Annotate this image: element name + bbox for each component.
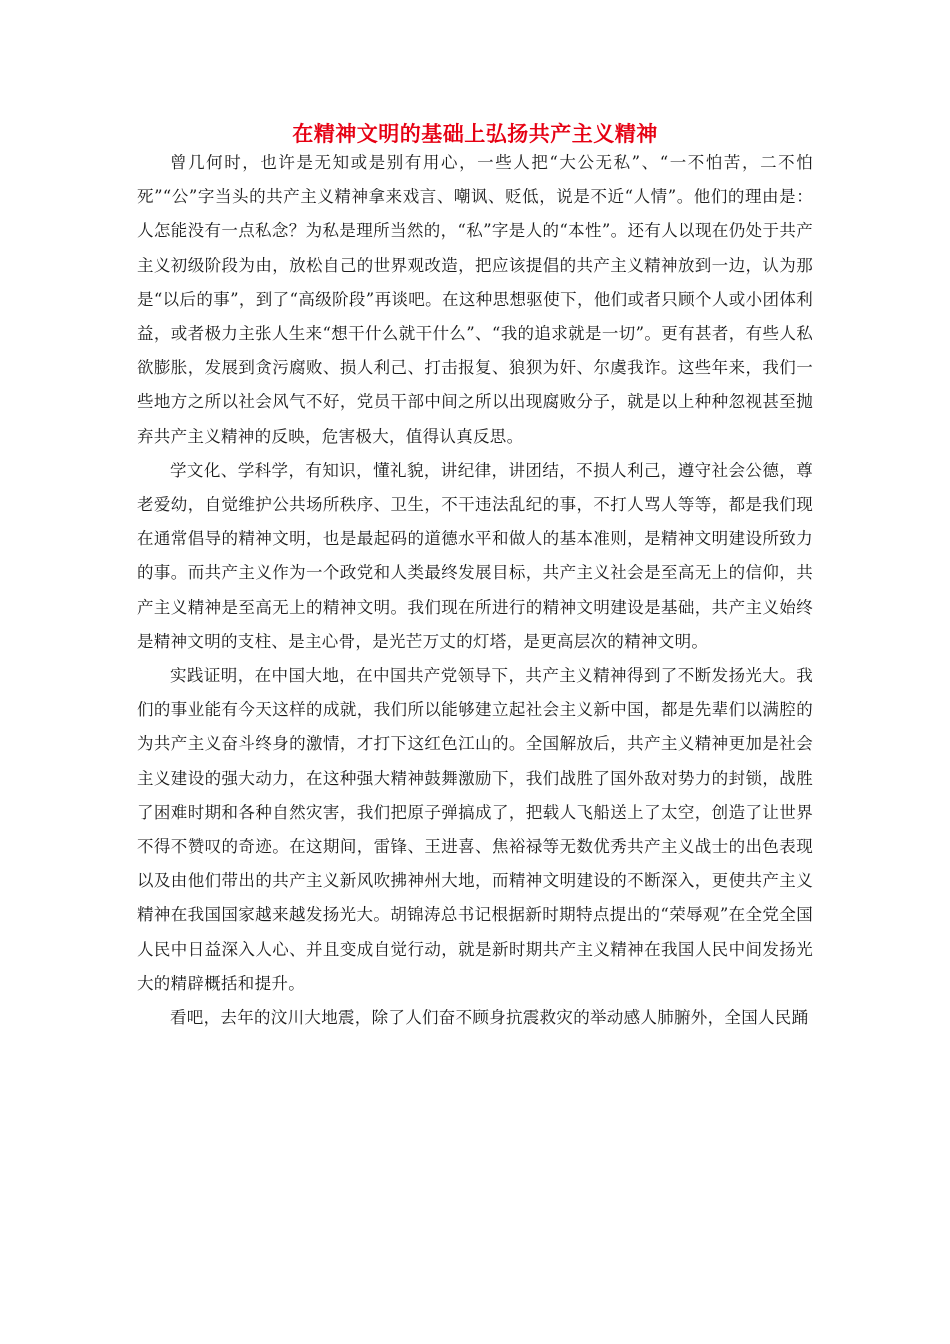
paragraph-3: 实践证明，在中国大地，在中国共产党领导下，共产主义精神得到了不断发扬光大。我们的事业能有今天这样的成就，我们所以能够建立起社会主义新中国，都是先辈们以满腔的为共产主义奋斗终身的激情，才打下这红色江山的。全国解放后，共产主义精神更加是社会主义建设的强大动力，在这种强大精神鼓舞激励下，我们战胜了国外敌对势力的封锁，战胜了困难时期和各种自然灾害，我们把原子弹搞成了，把载人飞船送上了太空，创造了让世界不得不赞叹的奇迹。在这期间，雷锋、王进喜、焦裕禄等无数优秀共产主义战士的出色表现以及由他们带出的共产主义新风吹拂神州大地，而精神文明建设的不断深入，更使共产主义精神在我国国家越来越发扬光大。胡锦涛总书记根据新时期特点提出的“荣辱观”在全党全国人民中日益深入人心、并且变成自觉行动，就是新时期共产主义精神在我国人民中间发扬光大的精辟概括和提升。 xyxy=(137,666,813,993)
document-title: 在精神文明的基础上弘扬共产主义精神 xyxy=(292,121,658,146)
paragraph-2: 学文化、学科学，有知识，懂礼貌，讲纪律，讲团结，不损人利己，遵守社会公德，尊老爱幼，自觉维护公共场所秩序、卫生，不干违法乱纪的事，不打人骂人等等，都是我们现在通常倡导的精神文明，也是最起码的道德水平和做人的基本准则，是精神文明建设所致力的事。而共产主义作为一个政党和人类最终发展目标，共产主义社会是至高无上的信仰，共产主义精神是至高无上的精神文明。我们现在所进行的精神文明建设是基础，共产主义始终是精神文明的支柱、是主心骨，是光芒万丈的灯塔，是更高层次的精神文明。 xyxy=(137,460,813,651)
document-body xyxy=(137,146,813,1035)
paragraph-4: 看吧，去年的汶川大地震，除了人们奋不顾身抗震救灾的举动感人肺腑外，全国人民踊 xyxy=(170,1008,809,1028)
paragraph-1: 曾几何时，也许是无知或是别有用心，一些人把“大公无私”、“一不怕苦，二不怕死”“公”字当头的共产主义精神拿来戏言、嘲讽、贬低，说是不近“人情”。他们的理由是：人怎能没有一点私念？为私是理所当然的，“私”字是人的“本性”。还有人以现在仍处于共产主义初级阶段为由，放松自己的世界观改造，把应该提倡的共产主义精神放到一边，认为那是“以后的事”，到了“高级阶段”再谈吧。在这种思想驱使下，他们或者只顾个人或小团体利益，或者极力主张人生来“想干什么就干什么”、“我的追求就是一切”。更有甚者，有些人私欲膨胀，发展到贪污腐败、损人利己、打击报复、狼狈为奸、尔虞我诈。这些年来，我们一些地方之所以社会风气不好，党员干部中间之所以出现腐败分子，就是以上种种忽视甚至抛弃共产主义精神的反映，危害极大，值得认真反思。 xyxy=(137,153,813,446)
